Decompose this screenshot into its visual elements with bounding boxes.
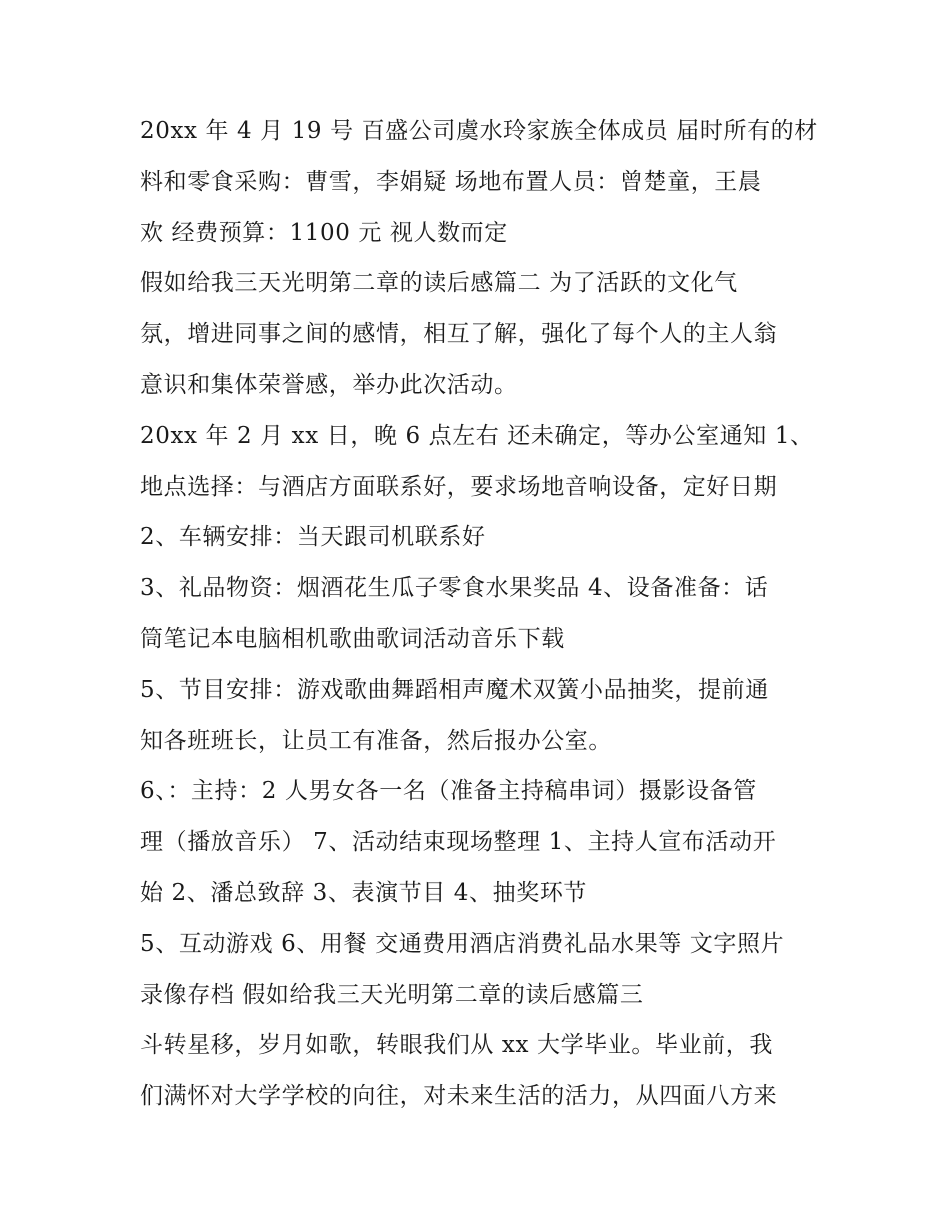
text-line: 氛，增进同事之间的感情，相互了解，强化了每个人的主人翁 [140, 321, 778, 348]
text-line: 地点选择：与酒店方面联系好，要求场地音响设备，定好日期 [140, 473, 778, 500]
text-line: 料和零食采购：曹雪，李娟疑 场地布置人员：曾楚童，王晨 [140, 168, 762, 195]
text-line: 2、车辆安排：当天跟司机联系好 [140, 524, 486, 551]
document-body [140, 106, 820, 1122]
text-line: 理（播放音乐） 7、活动结束现场整理 1、主持人宣布活动开 [140, 829, 777, 856]
text-line: 假如给我三天光明第二章的读后感篇二 为了活跃的文化气 [140, 270, 738, 297]
text-line: 斗转星移，岁月如歌，转眼我们从 xx 大学毕业。毕业前，我 [140, 1032, 773, 1059]
text-line: 意识和集体荣誉感，举办此次活动。 [140, 371, 518, 398]
text-line: 知各班班长，让员工有准备，然后报办公室。 [140, 727, 612, 754]
text-line: 筒笔记本电脑相机歌曲歌词活动音乐下载 [140, 625, 565, 652]
text-line: 们满怀对大学学校的向往，对未来生活的活力，从四面八方来 [140, 1083, 778, 1110]
text-line: 3、礼品物资：烟酒花生瓜子零食水果奖品 4、设备准备：话 [140, 575, 769, 602]
text-line: 20xx 年 2 月 xx 日，晚 6 点左右 还未确定，等办公室通知 1、 [140, 422, 814, 449]
text-line: 录像存档 假如给我三天光明第二章的读后感篇三 [140, 981, 644, 1008]
text-line: 6、：主持：2 人男女各一名（准备主持稿串词）摄影设备管 [140, 778, 757, 805]
text-line: 5、节目安排：游戏歌曲舞蹈相声魔术双簧小品抽奖，提前通 [140, 676, 769, 703]
text-line: 欢 经费预算：1100 元 视人数而定 [140, 219, 508, 246]
text-line: 20xx 年 4 月 19 号 百盛公司虞水玲家族全体成员 届时所有的材 [140, 118, 818, 144]
text-line: 始 2、潘总致辞 3、表演节目 4、抽奖环节 [140, 879, 588, 906]
text-line: 5、互动游戏 6、用餐 交通费用酒店消费礼品水果等 文字照片 [140, 930, 785, 957]
